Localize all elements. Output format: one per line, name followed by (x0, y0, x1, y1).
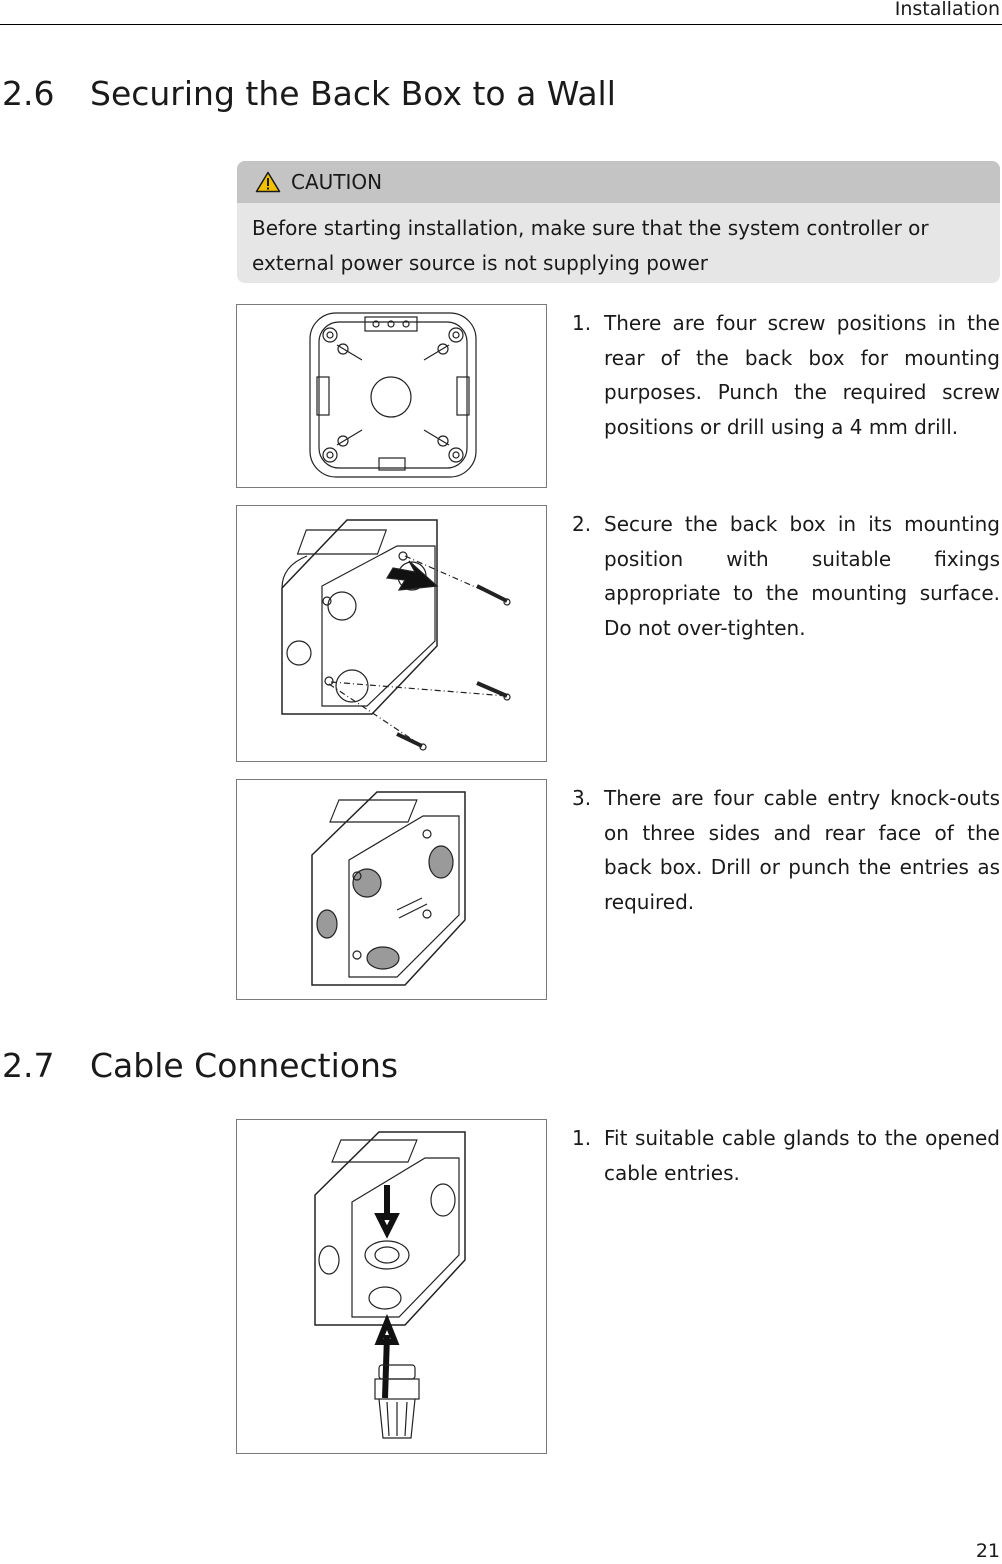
step-number: 1. (572, 1126, 592, 1150)
step-text: There are four cable entry knock-outs on three sides and rear face of the back box. Drill or punch the entries as required. (604, 786, 1000, 914)
caution-box (237, 161, 1000, 283)
step-text: Fit suitable cable glands to the opened cable entries. (604, 1126, 1000, 1185)
step-number: 2. (572, 512, 592, 536)
step-2-6-1 (572, 306, 1000, 444)
figure-back-box-knockouts (236, 779, 547, 1000)
step-text: There are four screw positions in the rear of the back box for mounting purposes. Punch the required screw positions or drill using a 4 mm drill. (604, 311, 1000, 439)
step-2-6-3 (572, 781, 1000, 919)
step-number: 3. (572, 786, 592, 810)
section-heading-2-7 (2, 1046, 398, 1085)
step-text: Secure the back box in its mounting position with suitable fixings appropriate to the mounting surface. Do not over-tighten. (604, 512, 1000, 640)
section-number: 2.6 (2, 74, 55, 113)
section-title: Securing the Back Box to a Wall (90, 74, 616, 113)
step-2-6-2 (572, 507, 1000, 645)
section-heading-2-6 (2, 74, 616, 113)
figure-cable-gland (236, 1119, 547, 1454)
step-number: 1. (572, 311, 592, 335)
step-2-7-1 (572, 1121, 1000, 1190)
caution-header (237, 161, 1000, 203)
running-header: Installation (894, 0, 1000, 20)
section-number: 2.7 (2, 1046, 55, 1085)
header-rule (0, 24, 1002, 25)
section-title: Cable Connections (90, 1046, 399, 1085)
figure-back-box-rear (236, 304, 547, 488)
warning-triangle-icon (255, 171, 281, 193)
caution-label: CAUTION (291, 170, 383, 194)
page-number: 21 (975, 1540, 1000, 1562)
figure-back-box-screws (236, 505, 547, 762)
caution-text: Before starting installation, make sure that the system controller or external power source is not supplying power (252, 216, 929, 275)
